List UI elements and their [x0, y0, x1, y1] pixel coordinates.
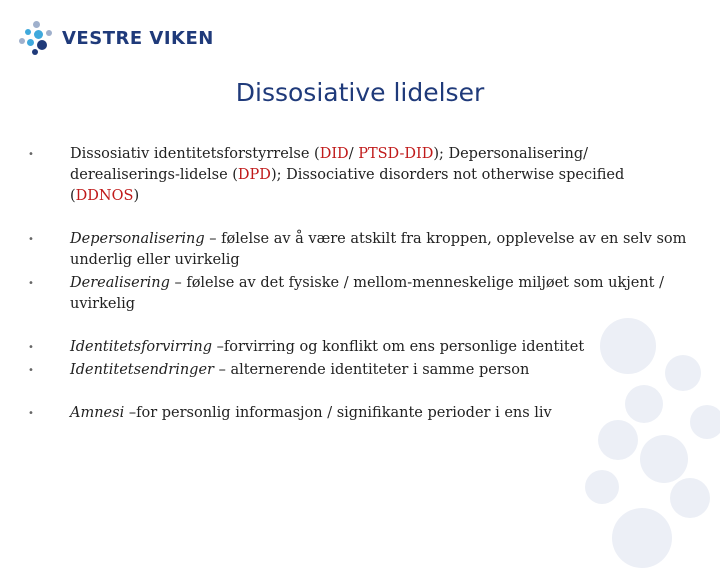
bullet-icon: • — [28, 234, 34, 245]
term: Identitetsforvirring — [70, 339, 213, 355]
logo-text: VESTRE VIKEN — [62, 27, 214, 49]
term: Depersonalisering — [70, 231, 205, 247]
bullet-icon: • — [28, 365, 34, 376]
page-title: Dissosiative lidelser — [235, 78, 485, 107]
decor-circle — [585, 470, 619, 504]
dots-logo-icon — [18, 20, 58, 56]
bullet-list — [28, 144, 688, 424]
list-item: • Amnesi –for personlig informasjon / signifikante perioder i ens liv — [28, 403, 688, 424]
decor-circle — [670, 478, 710, 518]
list-item: • Depersonalisering – følelse av å være atskilt fra kroppen, opplevelse av en selv som underlig eller uvirkelig — [28, 231, 687, 268]
decor-circle — [598, 420, 638, 460]
bullet-icon: • — [28, 408, 34, 419]
term: Identitetsendringer — [70, 362, 214, 378]
term: Amnesi — [70, 405, 125, 421]
bullet-icon: • — [28, 342, 34, 353]
logo — [18, 20, 214, 56]
bullet-icon: • — [28, 149, 34, 160]
list-item: • Identitetsendringer – alternerende identiteter i samme person — [28, 360, 688, 381]
list-item: • Derealisering – følelse av det fysiske / mellom-menneskelige miljøet som ukjent / uvirkelig — [28, 275, 664, 312]
decor-circle — [690, 405, 720, 439]
bullet-icon: • — [28, 278, 34, 289]
list-item: • Identitetsforvirring –forvirring og konflikt om ens personlige identitet — [28, 337, 688, 358]
decor-circle — [612, 508, 672, 568]
term: Derealisering — [70, 275, 170, 291]
decor-circle — [640, 435, 688, 483]
list-item: • Dissosiativ identitetsforstyrrelse (DID/ PTSD-DID); Depersonalisering/ derealiserings-lidelse (DPD); Dissociative disorders not otherwise specified (DDNOS) — [28, 146, 625, 204]
